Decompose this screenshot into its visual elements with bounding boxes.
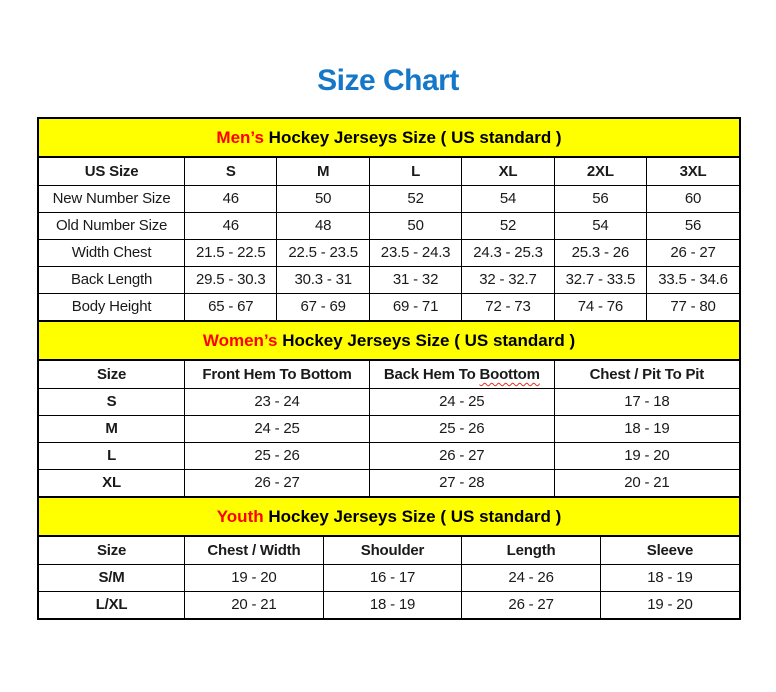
mens-header-row: [39, 158, 739, 185]
value-cell: 65 - 67: [185, 293, 277, 320]
column-header-cell: Front Hem To Bottom: [185, 361, 370, 388]
table-row: [39, 212, 739, 239]
womens-header-row: [39, 361, 739, 388]
column-header-cell: XL: [462, 158, 554, 185]
column-header-cell: 3XL: [647, 158, 739, 185]
page-title: Size Chart: [317, 64, 459, 97]
row-label-cell: Body Height: [39, 293, 185, 320]
value-cell: 46: [185, 212, 277, 239]
value-cell: 32 - 32.7: [462, 266, 554, 293]
row-label-cell: Old Number Size: [39, 212, 185, 239]
column-header-cell: L: [369, 158, 461, 185]
value-cell: 17 - 18: [554, 388, 739, 415]
row-label-cell: XL: [39, 469, 185, 496]
row-label-cell: S/M: [39, 564, 185, 591]
value-cell: 72 - 73: [462, 293, 554, 320]
value-cell: 24 - 25: [369, 388, 554, 415]
value-cell: 19 - 20: [185, 564, 324, 591]
column-header-cell: US Size: [39, 158, 185, 185]
column-header-cell: Sleeve: [600, 537, 739, 564]
column-header-cell: Chest / Pit To Pit: [554, 361, 739, 388]
value-cell: 22.5 - 23.5: [277, 239, 369, 266]
value-cell: 23.5 - 24.3: [369, 239, 461, 266]
value-cell: 24 - 25: [185, 415, 370, 442]
value-cell: 20 - 21: [554, 469, 739, 496]
youth-section-heading: [39, 496, 739, 537]
column-header-cell: S: [185, 158, 277, 185]
column-header-cell: Size: [39, 361, 185, 388]
value-cell: 25.3 - 26: [554, 239, 646, 266]
value-cell: 46: [185, 185, 277, 212]
womens-size-table: [39, 361, 739, 496]
value-cell: 21.5 - 22.5: [185, 239, 277, 266]
value-cell: 69 - 71: [369, 293, 461, 320]
table-row: [39, 388, 739, 415]
womens-section-heading: [39, 320, 739, 361]
value-cell: 56: [647, 212, 739, 239]
value-cell: 50: [369, 212, 461, 239]
value-cell: 19 - 20: [554, 442, 739, 469]
value-cell: 74 - 76: [554, 293, 646, 320]
value-cell: 54: [462, 185, 554, 212]
value-cell: 48: [277, 212, 369, 239]
value-cell: 20 - 21: [185, 591, 324, 618]
value-cell: 18 - 19: [323, 591, 462, 618]
value-cell: 26 - 27: [185, 469, 370, 496]
table-row: [39, 185, 739, 212]
value-cell: 31 - 32: [369, 266, 461, 293]
column-header-cell: Shoulder: [323, 537, 462, 564]
column-header-cell: [369, 361, 554, 388]
table-row: [39, 564, 739, 591]
table-row: [39, 415, 739, 442]
value-cell: 33.5 - 34.6: [647, 266, 739, 293]
mens-size-table: [39, 158, 739, 320]
column-header-cell: M: [277, 158, 369, 185]
table-row: [39, 442, 739, 469]
value-cell: 18 - 19: [600, 564, 739, 591]
mens-section-heading: [39, 119, 739, 158]
column-header-cell: Size: [39, 537, 185, 564]
value-cell: 24 - 26: [462, 564, 601, 591]
value-cell: 26 - 27: [369, 442, 554, 469]
table-row: [39, 293, 739, 320]
value-cell: 30.3 - 31: [277, 266, 369, 293]
column-header-text: Back Hem To: [383, 365, 480, 383]
row-label-cell: New Number Size: [39, 185, 185, 212]
youth-heading-rest: Hockey Jerseys Size ( US standard ): [263, 507, 562, 526]
column-header-cell: Chest / Width: [185, 537, 324, 564]
row-label-cell: M: [39, 415, 185, 442]
value-cell: 77 - 80: [647, 293, 739, 320]
row-label-cell: Width Chest: [39, 239, 185, 266]
value-cell: 29.5 - 30.3: [185, 266, 277, 293]
row-label-cell: Back Length: [39, 266, 185, 293]
youth-header-row: [39, 537, 739, 564]
value-cell: 32.7 - 33.5: [554, 266, 646, 293]
value-cell: 24.3 - 25.3: [462, 239, 554, 266]
table-row: [39, 469, 739, 496]
value-cell: 52: [462, 212, 554, 239]
table-row: [39, 591, 739, 618]
misspelled-word: Boottom: [479, 365, 540, 383]
value-cell: 26 - 27: [647, 239, 739, 266]
value-cell: 26 - 27: [462, 591, 601, 618]
row-label-cell: L: [39, 442, 185, 469]
youth-heading-highlight: Youth: [216, 507, 264, 526]
value-cell: 23 - 24: [185, 388, 370, 415]
value-cell: 25 - 26: [369, 415, 554, 442]
womens-heading-highlight: Women’s: [202, 331, 278, 350]
column-header-cell: Length: [462, 537, 601, 564]
value-cell: 50: [277, 185, 369, 212]
size-chart: [37, 117, 741, 620]
value-cell: 56: [554, 185, 646, 212]
mens-heading-rest: Hockey Jerseys Size ( US standard ): [263, 128, 562, 147]
table-row: [39, 239, 739, 266]
value-cell: 19 - 20: [600, 591, 739, 618]
value-cell: 27 - 28: [369, 469, 554, 496]
row-label-cell: S: [39, 388, 185, 415]
value-cell: 52: [369, 185, 461, 212]
value-cell: 16 - 17: [323, 564, 462, 591]
youth-size-table: [39, 537, 739, 618]
column-header-cell: 2XL: [554, 158, 646, 185]
row-label-cell: L/XL: [39, 591, 185, 618]
table-row: [39, 266, 739, 293]
value-cell: 67 - 69: [277, 293, 369, 320]
value-cell: 60: [647, 185, 739, 212]
value-cell: 18 - 19: [554, 415, 739, 442]
womens-heading-rest: Hockey Jerseys Size ( US standard ): [277, 331, 576, 350]
value-cell: 54: [554, 212, 646, 239]
mens-heading-highlight: Men’s: [216, 128, 264, 147]
value-cell: 25 - 26: [185, 442, 370, 469]
